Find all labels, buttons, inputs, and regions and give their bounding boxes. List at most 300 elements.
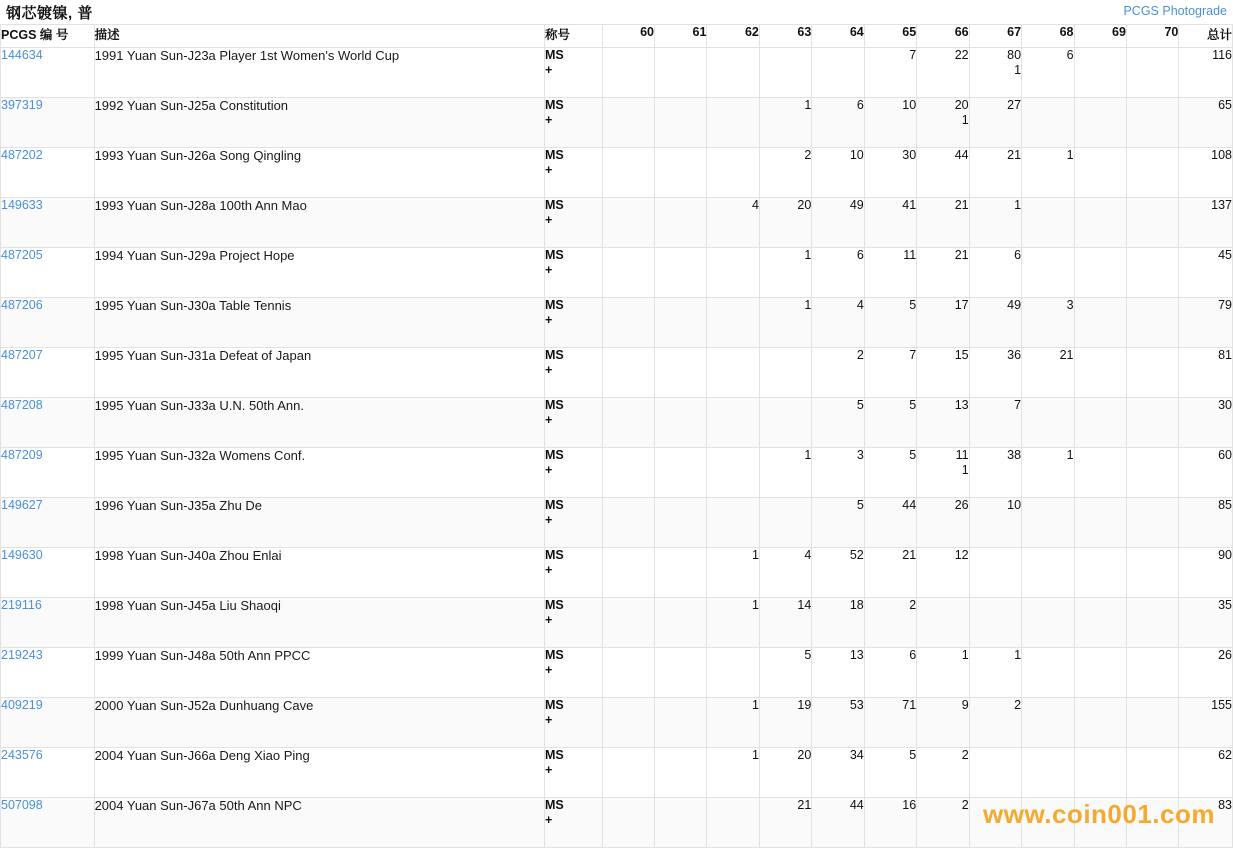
grade-count-68 (1022, 148, 1074, 198)
grade-count-70 (1126, 548, 1178, 598)
grade-count-62 (707, 548, 759, 598)
page-header (0, 0, 1233, 24)
designation-label: MS (545, 298, 564, 312)
grade-count-value: 21 (1007, 148, 1022, 162)
column-header-grade-64[interactable]: 64 (812, 25, 864, 48)
grade-count-63 (759, 148, 811, 198)
site-watermark: www.coin001.com (983, 799, 1215, 829)
grade-plus-count-value: 1 (961, 113, 969, 127)
grade-count-value: 44 (954, 148, 969, 162)
grade-count-65 (864, 648, 916, 698)
table-row (1, 548, 1233, 598)
grade-count-70 (1126, 748, 1178, 798)
column-header-grade-60[interactable]: 60 (602, 25, 654, 48)
grade-count-68 (1022, 198, 1074, 248)
grade-count-64 (812, 348, 864, 398)
grade-count-63 (759, 48, 811, 98)
grade-count-68 (1022, 248, 1074, 298)
grade-count-69 (1074, 398, 1126, 448)
grade-count-value: 5 (909, 298, 917, 312)
cert-number-link[interactable]: 144634 (1, 48, 95, 98)
grade-count-63 (759, 598, 811, 648)
column-header-grade-66[interactable]: 66 (917, 25, 969, 48)
grade-count-70 (1126, 298, 1178, 348)
grade-count-value: 10 (1007, 498, 1022, 512)
grade-count-value: 11 (955, 448, 969, 462)
table-row (1, 198, 1233, 248)
grade-count-60 (602, 398, 654, 448)
grade-count-value: 21 (902, 548, 917, 562)
grade-count-63 (759, 248, 811, 298)
pcgs-photograde-link[interactable]: PCGS Photograde (1123, 4, 1227, 18)
designation-cell (545, 248, 603, 298)
grade-count-66 (917, 198, 969, 248)
grade-count-63 (759, 748, 811, 798)
grade-count-64 (812, 798, 864, 848)
grade-count-value: 21 (797, 798, 812, 812)
grade-count-68 (1022, 598, 1074, 648)
grade-count-68 (1022, 448, 1074, 498)
designation-label: MS (545, 198, 564, 212)
designation-cell (545, 748, 603, 798)
grade-count-value: 2 (909, 598, 917, 612)
coin-description: 1999 Yuan Sun-J48a 50th Ann PPCC (94, 648, 544, 698)
grade-count-69 (1074, 98, 1126, 148)
grade-count-value: 1 (804, 98, 812, 112)
designation-plus-label: + (545, 113, 553, 127)
cert-number-link[interactable]: 219116 (1, 598, 95, 648)
designation-cell (545, 98, 603, 148)
grade-count-61 (655, 698, 707, 748)
grade-count-value: 1 (751, 548, 759, 562)
coin-description: 1998 Yuan Sun-J45a Liu Shaoqi (94, 598, 544, 648)
grade-count-66 (917, 598, 969, 648)
grade-count-68 (1022, 398, 1074, 448)
designation-plus-label: + (545, 263, 553, 277)
designation-label: MS (545, 398, 564, 412)
grade-count-61 (655, 548, 707, 598)
grade-count-62 (707, 798, 759, 848)
column-header-total[interactable]: 总计 (1179, 25, 1233, 48)
grade-count-65 (864, 448, 916, 498)
row-total: 116 (1179, 48, 1233, 98)
designation-plus-label: + (545, 613, 553, 627)
grade-count-68 (1022, 798, 1074, 848)
table-row (1, 298, 1233, 348)
grade-count-69 (1074, 148, 1126, 198)
grade-count-63 (759, 198, 811, 248)
grade-count-64 (812, 98, 864, 148)
grade-count-69 (1074, 198, 1126, 248)
column-header-designation[interactable]: 称号 (545, 25, 603, 48)
grade-count-61 (655, 648, 707, 698)
grade-count-63 (759, 98, 811, 148)
grade-count-65 (864, 98, 916, 148)
coin-description: 1995 Yuan Sun-J30a Table Tennis (94, 298, 544, 348)
designation-cell (545, 598, 603, 648)
cert-number-link[interactable]: 487207 (1, 348, 95, 398)
grade-count-62 (707, 248, 759, 298)
designation-plus-label: + (545, 663, 553, 677)
grade-count-66 (917, 698, 969, 748)
column-header-grade-62[interactable]: 62 (707, 25, 759, 48)
grade-count-61 (655, 48, 707, 98)
grade-count-value: 6 (1014, 248, 1022, 262)
column-header-grade-70[interactable]: 70 (1126, 25, 1178, 48)
coin-description: 1998 Yuan Sun-J40a Zhou Enlai (94, 548, 544, 598)
row-total: 35 (1179, 598, 1233, 648)
column-header-grade-65[interactable]: 65 (864, 25, 916, 48)
designation-plus-label: + (545, 163, 553, 177)
grade-count-70 (1126, 498, 1178, 548)
grade-count-63 (759, 648, 811, 698)
cert-number-link[interactable]: 487208 (1, 398, 95, 448)
grade-count-68 (1022, 348, 1074, 398)
designation-label: MS (545, 698, 564, 712)
grade-count-value: 38 (1007, 448, 1022, 462)
cert-number-link[interactable]: 507098 (1, 798, 95, 848)
cert-number-link[interactable]: 149627 (1, 498, 95, 548)
grade-count-68 (1022, 498, 1074, 548)
grade-count-64 (812, 398, 864, 448)
grade-count-value: 80 (1007, 48, 1022, 62)
grade-count-66 (917, 98, 969, 148)
coin-description: 1995 Yuan Sun-J33a U.N. 50th Ann. (94, 398, 544, 448)
grade-count-62 (707, 348, 759, 398)
designation-plus-label: + (545, 813, 553, 827)
grade-count-69 (1074, 748, 1126, 798)
grade-count-68 (1022, 98, 1074, 148)
row-total: 26 (1179, 648, 1233, 698)
grade-count-value: 7 (909, 48, 917, 62)
grade-count-value: 5 (804, 648, 812, 662)
designation-cell (545, 348, 603, 398)
designation-cell (545, 298, 603, 348)
grade-count-64 (812, 148, 864, 198)
grade-count-65 (864, 548, 916, 598)
grade-count-value: 16 (902, 798, 917, 812)
page-title: 钢芯镀镍, 普 (6, 5, 93, 22)
table-row (1, 98, 1233, 148)
grade-count-value: 44 (902, 498, 917, 512)
grade-count-61 (655, 198, 707, 248)
grade-count-value: 41 (902, 198, 917, 212)
grade-count-64 (812, 748, 864, 798)
coin-description: 1993 Yuan Sun-J26a Song Qingling (94, 148, 544, 198)
grade-count-67 (969, 498, 1021, 548)
grade-count-60 (602, 798, 654, 848)
grade-count-65 (864, 348, 916, 398)
row-total: 79 (1179, 298, 1233, 348)
grade-count-67 (969, 548, 1021, 598)
column-header-grade-69[interactable]: 69 (1074, 25, 1126, 48)
grade-count-63 (759, 548, 811, 598)
grade-count-70 (1126, 698, 1178, 748)
grade-count-70 (1126, 798, 1178, 848)
designation-cell (545, 148, 603, 198)
cert-number-link[interactable]: 149633 (1, 198, 95, 248)
grade-count-61 (655, 348, 707, 398)
grade-count-63 (759, 398, 811, 448)
grade-count-value: 14 (797, 598, 812, 612)
designation-label: MS (545, 498, 564, 512)
grade-count-64 (812, 548, 864, 598)
grade-count-value: 49 (1007, 298, 1022, 312)
cert-number-link[interactable]: 149630 (1, 548, 95, 598)
designation-label: MS (545, 598, 564, 612)
grade-count-68 (1022, 648, 1074, 698)
designation-label: MS (545, 148, 564, 162)
grade-count-62 (707, 298, 759, 348)
table-body (1, 48, 1233, 848)
grade-count-65 (864, 748, 916, 798)
cert-number-link[interactable]: 219243 (1, 648, 95, 698)
grade-count-67 (969, 598, 1021, 648)
grade-count-value: 3 (1066, 298, 1074, 312)
column-header-grade-63[interactable]: 63 (759, 25, 811, 48)
table-header-row (1, 25, 1233, 48)
row-total: 30 (1179, 398, 1233, 448)
grade-count-value: 6 (1066, 48, 1074, 62)
coin-description: 1996 Yuan Sun-J35a Zhu De (94, 498, 544, 548)
grade-count-67 (969, 798, 1021, 848)
grade-count-60 (602, 648, 654, 698)
grade-count-67 (969, 48, 1021, 98)
grade-count-value: 2 (856, 348, 864, 362)
grade-count-62 (707, 48, 759, 98)
cert-number-link[interactable]: 243576 (1, 748, 95, 798)
column-header-description[interactable]: 描述 (94, 25, 544, 48)
grade-count-value: 9 (961, 698, 969, 712)
grade-count-70 (1126, 448, 1178, 498)
table-row (1, 498, 1233, 548)
grade-count-70 (1126, 598, 1178, 648)
grade-count-62 (707, 398, 759, 448)
grade-count-value: 1 (751, 598, 759, 612)
grade-count-value: 2 (961, 798, 969, 812)
grade-count-62 (707, 598, 759, 648)
table-row (1, 148, 1233, 198)
grade-count-63 (759, 698, 811, 748)
grade-count-value: 1 (804, 248, 812, 262)
grade-count-67 (969, 248, 1021, 298)
table-header (1, 25, 1233, 48)
grade-count-value: 20 (954, 98, 969, 112)
grade-count-value: 1 (1014, 648, 1022, 662)
grade-count-value: 1 (961, 648, 969, 662)
grade-count-value: 1 (751, 748, 759, 762)
grade-count-67 (969, 398, 1021, 448)
grade-count-67 (969, 648, 1021, 698)
grade-count-value: 10 (902, 98, 917, 112)
grade-count-value: 2 (804, 148, 812, 162)
grade-count-70 (1126, 398, 1178, 448)
grade-count-66 (917, 148, 969, 198)
designation-cell (545, 448, 603, 498)
grade-count-60 (602, 198, 654, 248)
grade-count-value: 20 (797, 198, 812, 212)
grade-count-70 (1126, 48, 1178, 98)
grade-count-62 (707, 448, 759, 498)
grade-count-value: 6 (856, 98, 864, 112)
grade-count-60 (602, 498, 654, 548)
grade-count-64 (812, 448, 864, 498)
grade-count-60 (602, 698, 654, 748)
designation-label: MS (545, 348, 564, 362)
grade-count-value: 11 (903, 248, 917, 262)
grade-count-value: 17 (954, 298, 969, 312)
grade-count-68 (1022, 298, 1074, 348)
cert-number-link[interactable]: 487206 (1, 298, 95, 348)
coin-description: 1994 Yuan Sun-J29a Project Hope (94, 248, 544, 298)
row-total: 60 (1179, 448, 1233, 498)
grade-count-value: 1 (1066, 148, 1074, 162)
coin-description: 2004 Yuan Sun-J66a Deng Xiao Ping (94, 748, 544, 798)
grade-count-69 (1074, 448, 1126, 498)
grade-count-value: 4 (804, 548, 812, 562)
grade-count-68 (1022, 698, 1074, 748)
row-total: 83 (1179, 798, 1233, 848)
row-total: 155 (1179, 698, 1233, 748)
designation-plus-label: + (545, 513, 553, 527)
grade-count-value: 5 (909, 748, 917, 762)
cert-number-link[interactable]: 487209 (1, 448, 95, 498)
grade-plus-count-value: 1 (961, 463, 969, 477)
grade-count-64 (812, 698, 864, 748)
grade-count-60 (602, 248, 654, 298)
grade-count-60 (602, 748, 654, 798)
column-header-grade-68[interactable]: 68 (1022, 25, 1074, 48)
grade-count-60 (602, 298, 654, 348)
column-header-grade-61[interactable]: 61 (655, 25, 707, 48)
designation-plus-label: + (545, 763, 553, 777)
grade-count-69 (1074, 548, 1126, 598)
grade-count-65 (864, 48, 916, 98)
grade-count-value: 26 (954, 498, 969, 512)
grade-count-68 (1022, 748, 1074, 798)
designation-plus-label: + (545, 363, 553, 377)
grade-count-66 (917, 48, 969, 98)
grade-count-value: 30 (902, 148, 917, 162)
grade-count-value: 7 (1014, 398, 1022, 412)
grade-count-67 (969, 348, 1021, 398)
grade-count-value: 4 (856, 298, 864, 312)
grade-count-60 (602, 348, 654, 398)
grade-count-60 (602, 598, 654, 648)
grade-count-66 (917, 298, 969, 348)
grade-count-67 (969, 198, 1021, 248)
column-header-grade-67[interactable]: 67 (969, 25, 1021, 48)
designation-label: MS (545, 98, 564, 112)
grade-count-60 (602, 98, 654, 148)
designation-label: MS (545, 248, 564, 262)
grade-count-61 (655, 498, 707, 548)
designation-cell (545, 798, 603, 848)
grade-count-61 (655, 148, 707, 198)
row-total: 62 (1179, 748, 1233, 798)
grade-count-65 (864, 698, 916, 748)
grade-count-64 (812, 298, 864, 348)
row-total: 81 (1179, 348, 1233, 398)
grade-count-value: 53 (849, 698, 864, 712)
designation-label: MS (545, 798, 564, 812)
grade-count-69 (1074, 248, 1126, 298)
designation-cell (545, 398, 603, 448)
grade-count-value: 12 (954, 548, 969, 562)
grade-count-62 (707, 198, 759, 248)
designation-plus-label: + (545, 413, 553, 427)
grade-count-value: 6 (856, 248, 864, 262)
grade-count-64 (812, 648, 864, 698)
table-row (1, 48, 1233, 98)
table-row (1, 748, 1233, 798)
table-row (1, 248, 1233, 298)
grade-count-70 (1126, 648, 1178, 698)
grade-count-68 (1022, 48, 1074, 98)
designation-cell (545, 548, 603, 598)
cert-number-link[interactable]: 397319 (1, 98, 95, 148)
grade-count-value: 27 (1007, 98, 1022, 112)
grade-count-65 (864, 398, 916, 448)
grade-count-66 (917, 548, 969, 598)
designation-label: MS (545, 448, 564, 462)
grade-count-value: 2 (1014, 698, 1022, 712)
grade-count-value: 7 (909, 348, 917, 362)
cert-number-link[interactable]: 487202 (1, 148, 95, 198)
table-row (1, 398, 1233, 448)
grade-count-value: 21 (1059, 348, 1074, 362)
grade-count-value: 2 (961, 748, 969, 762)
grade-count-value: 71 (902, 698, 917, 712)
grade-count-61 (655, 598, 707, 648)
designation-plus-label: + (545, 63, 553, 77)
grade-count-value: 49 (849, 198, 864, 212)
grade-count-60 (602, 448, 654, 498)
table-row (1, 798, 1233, 848)
grade-count-value: 3 (856, 448, 864, 462)
grade-count-66 (917, 348, 969, 398)
grade-count-value: 6 (909, 648, 917, 662)
row-total: 65 (1179, 98, 1233, 148)
grade-count-63 (759, 448, 811, 498)
grade-plus-count-value: 1 (1014, 63, 1022, 77)
cert-number-link[interactable]: 409219 (1, 698, 95, 748)
grade-count-61 (655, 298, 707, 348)
cert-number-link[interactable]: 487205 (1, 248, 95, 298)
column-header-pcgs-number[interactable]: PCGS 编 号 (1, 25, 95, 48)
coin-description: 1995 Yuan Sun-J31a Defeat of Japan (94, 348, 544, 398)
grade-count-value: 52 (849, 548, 864, 562)
grade-count-65 (864, 498, 916, 548)
grade-count-67 (969, 148, 1021, 198)
grade-count-66 (917, 648, 969, 698)
grade-count-62 (707, 748, 759, 798)
grade-count-69 (1074, 598, 1126, 648)
grade-count-61 (655, 448, 707, 498)
grade-count-value: 44 (849, 798, 864, 812)
grade-count-68 (1022, 548, 1074, 598)
grade-count-65 (864, 598, 916, 648)
coin-description: 1993 Yuan Sun-J28a 100th Ann Mao (94, 198, 544, 248)
grade-count-value: 22 (954, 48, 969, 62)
grade-count-62 (707, 698, 759, 748)
coin-description: 2004 Yuan Sun-J67a 50th Ann NPC (94, 798, 544, 848)
row-total: 137 (1179, 198, 1233, 248)
grade-count-70 (1126, 248, 1178, 298)
grade-count-70 (1126, 148, 1178, 198)
designation-label: MS (545, 748, 564, 762)
grade-count-63 (759, 798, 811, 848)
